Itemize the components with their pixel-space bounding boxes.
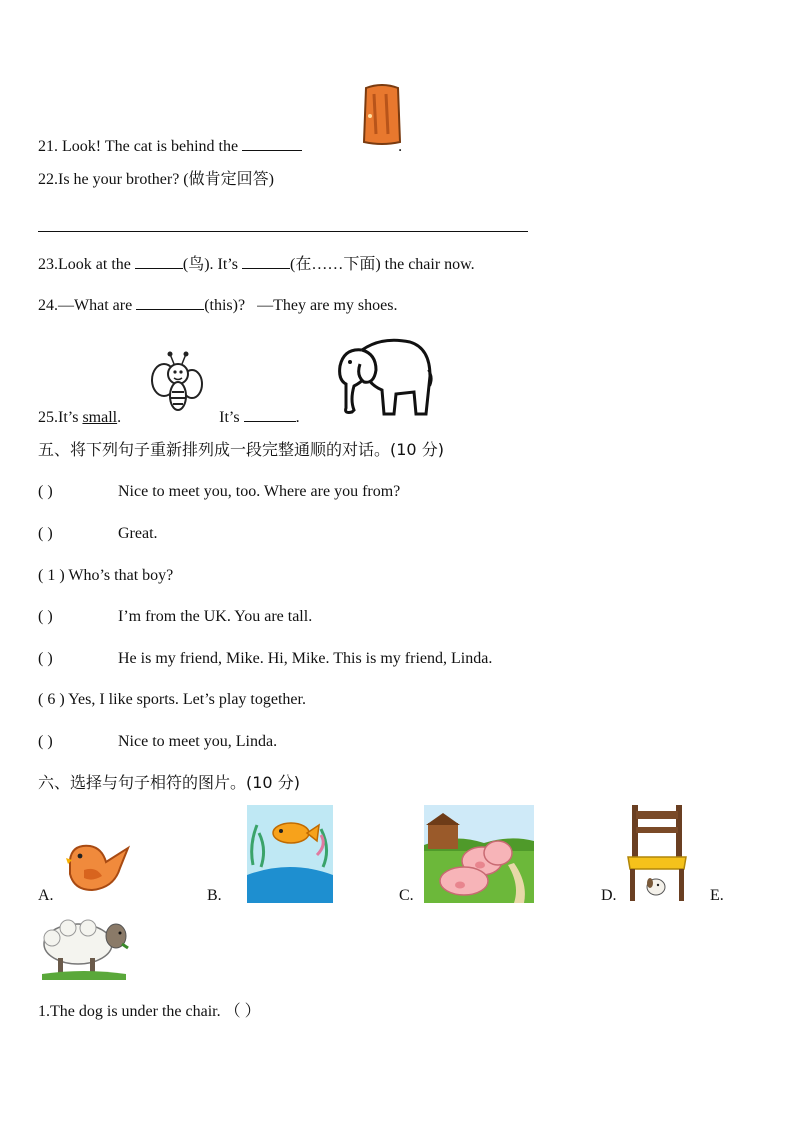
- question-25: 25.It’s small. It’s .: [38, 409, 300, 426]
- fish-image[interactable]: [247, 805, 333, 903]
- option-b-label: B.: [207, 887, 222, 904]
- answer-blank[interactable]: [242, 136, 302, 151]
- answer-line[interactable]: [38, 231, 528, 232]
- section-6-question-1: 1.The dog is under the chair. （ ）: [38, 1003, 261, 1020]
- bird-image[interactable]: [62, 838, 132, 894]
- list-item: ( ) Nice to meet you, too. Where are you from?: [38, 483, 401, 500]
- question-23: 23.Look at the (鸟). It’s (在……下面) the chair now.: [38, 256, 475, 273]
- answer-blank[interactable]: [242, 254, 290, 269]
- sheep-image[interactable]: [38, 914, 130, 980]
- list-item: ( ) I’m from the UK. You are tall.: [38, 608, 313, 625]
- option-e-label: E.: [710, 887, 724, 904]
- elephant-image: [332, 330, 434, 422]
- answer-blank[interactable]: [135, 254, 183, 269]
- section-5-heading: 五、将下列句子重新排列成一段完整通顺的对话。(10 分): [38, 440, 444, 459]
- answer-blank[interactable]: [244, 407, 296, 422]
- option-a-label: A.: [38, 887, 54, 904]
- question-22: 22.Is he your brother? (做肯定回答): [38, 171, 274, 188]
- pigs-image[interactable]: [424, 805, 534, 903]
- list-item: ( ) He is my friend, Mike. Hi, Mike. This is my friend, Linda.: [38, 650, 493, 667]
- section-6-heading: 六、选择与句子相符的图片。(10 分): [38, 773, 300, 792]
- chair-dog-image[interactable]: [626, 803, 688, 903]
- list-item: ( ) Great.: [38, 525, 158, 542]
- answer-blank[interactable]: [136, 295, 204, 310]
- option-d-label: D.: [601, 887, 617, 904]
- list-item: ( 6 ) Yes, I like sports. Let’s play together.: [38, 691, 306, 708]
- question-24: 24.—What are (this)? —They are my shoes.: [38, 297, 398, 314]
- list-item: ( 1 ) Who’s that boy?: [38, 567, 174, 584]
- option-c-label: C.: [399, 887, 414, 904]
- list-item: ( ) Nice to meet you, Linda.: [38, 733, 278, 750]
- question-21: 21. Look! The cat is behind the .: [38, 138, 403, 155]
